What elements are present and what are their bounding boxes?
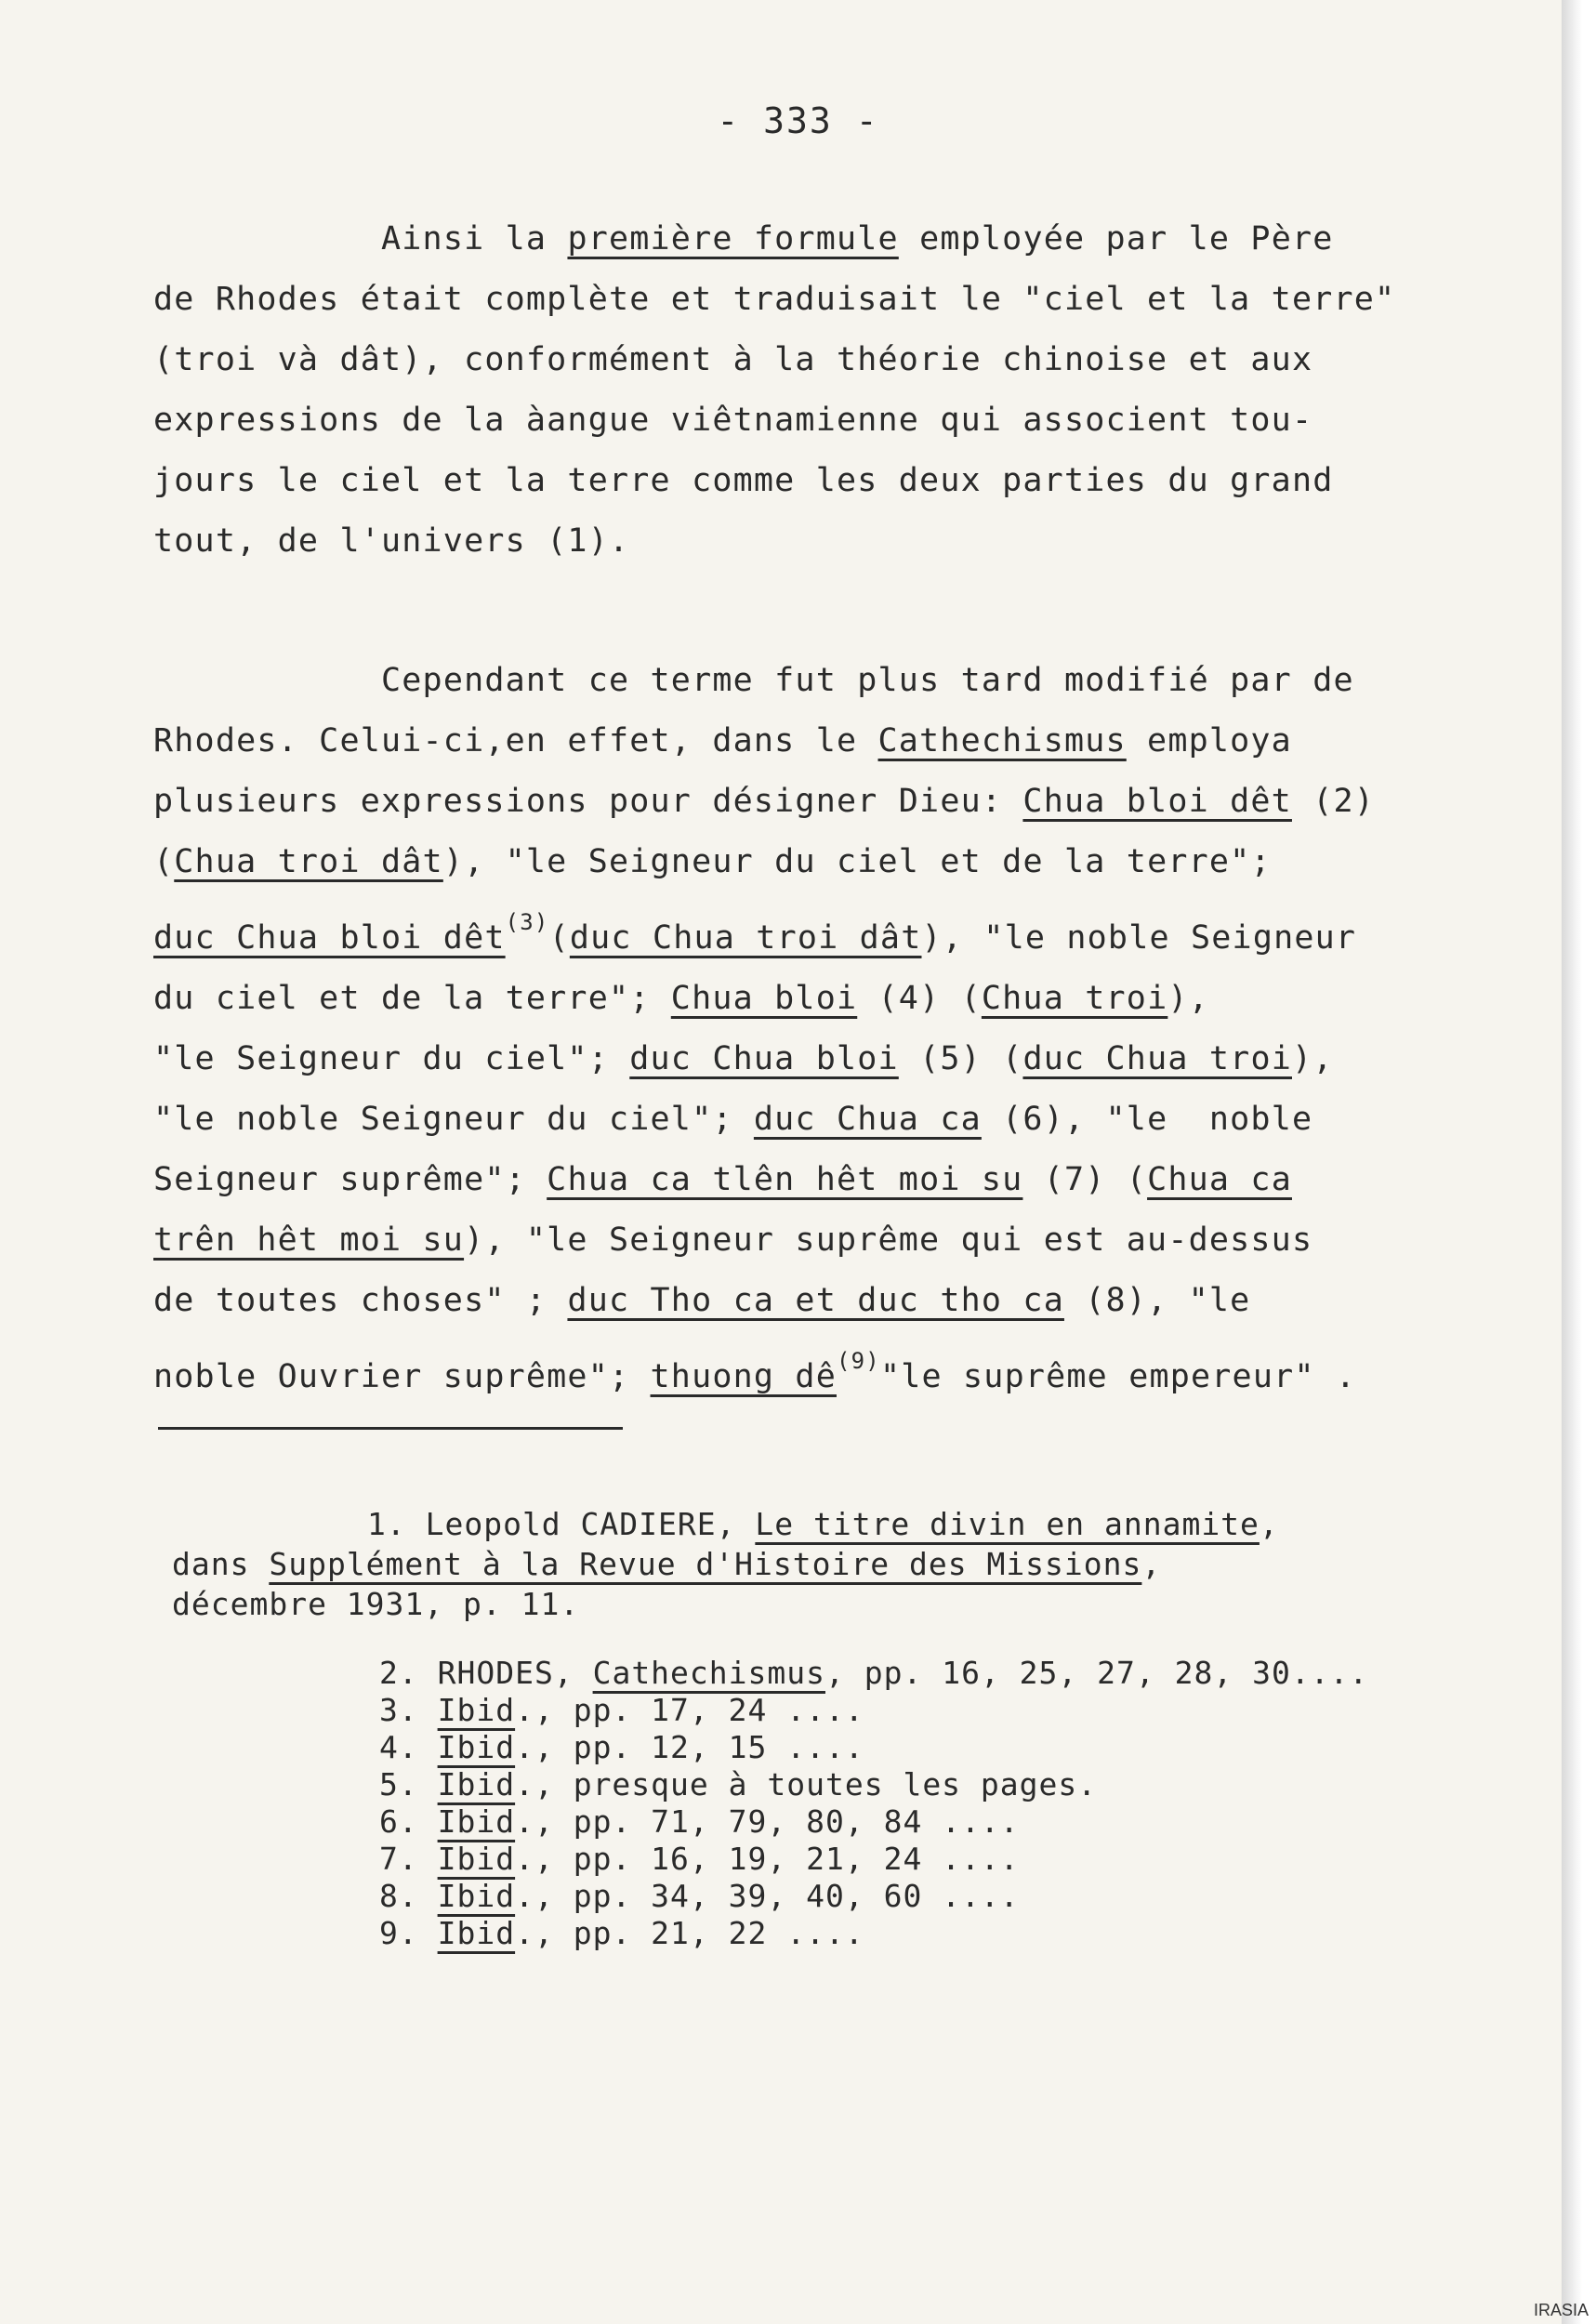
underlined-term: Chua ca <box>1147 1161 1292 1198</box>
underlined-term: Ibid <box>437 1803 516 1840</box>
text: Rhodes. Celui-ci,en effet, dans le <box>153 722 878 759</box>
underlined-term: duc Chua bloi <box>629 1040 899 1077</box>
para2-line-8 <box>153 1089 1492 1150</box>
footnote-separator <box>158 1427 623 1430</box>
footnote-ref: (9) <box>836 1348 880 1374</box>
paragraph-1 <box>153 209 1492 572</box>
underlined-term: trên hêt moi su <box>153 1221 465 1259</box>
text: ( <box>548 919 570 957</box>
underlined-term: Ibid <box>437 1878 516 1914</box>
text: ), <box>1292 1040 1334 1077</box>
underlined-term: Supplément à la Revue d'Histoire des Missions <box>269 1546 1142 1582</box>
footnote-list <box>379 1655 1569 1952</box>
text: (4) ( <box>857 980 982 1017</box>
text: du ciel et de la terre"; <box>153 980 671 1017</box>
footnote-1 <box>172 1504 1566 1624</box>
footnote-item <box>379 1841 1569 1878</box>
para2-line-4 <box>153 832 1492 892</box>
text: employée par le Père <box>898 220 1334 257</box>
footnote-number: 2. <box>379 1655 438 1691</box>
text: 1. Leopold CADIERE, <box>367 1506 756 1542</box>
para2-line-3 <box>153 772 1492 832</box>
footnote-number: 9. <box>379 1915 438 1951</box>
footnote-1-line-2 <box>172 1544 1566 1584</box>
footnote-1-line-3: décembre 1931, p. 11. <box>172 1586 580 1622</box>
para2-line-1: Cependant ce terme fut plus tard modifié par de <box>381 662 1354 699</box>
text: ., presque à toutes les pages. <box>515 1766 1098 1802</box>
underlined-term: duc Chua ca <box>753 1101 982 1138</box>
underlined-term: Le titre divin en annamite <box>755 1506 1260 1542</box>
text: (6), "le noble <box>981 1101 1313 1138</box>
text: ( <box>153 843 175 880</box>
text: "le noble Seigneur du ciel"; <box>153 1101 754 1138</box>
underlined-term: duc Chua bloi dêt <box>153 919 506 957</box>
footnote-number: 5. <box>379 1766 438 1802</box>
para1-line-1 <box>153 209 1492 270</box>
text: "le suprême empereur" . <box>879 1358 1357 1395</box>
text: Ainsi la <box>381 220 568 257</box>
footnote-number: 4. <box>379 1729 438 1765</box>
text: , <box>553 1655 593 1691</box>
para2-line-6 <box>153 969 1492 1029</box>
text: ., pp. 17, 24 .... <box>515 1692 864 1728</box>
para1-line-3: (troi và dât), conformément à la théorie chinoise et aux <box>153 341 1313 378</box>
text: ., pp. 21, 22 .... <box>515 1915 864 1951</box>
page-number: - 333 - <box>717 100 879 141</box>
para1-line-5: jours le ciel et la terre comme les deux parties du grand <box>153 462 1334 499</box>
footnote-ref: (2) <box>1291 783 1376 820</box>
footnote-number: 7. <box>379 1841 438 1877</box>
underlined-term: Chua ca tlên hêt moi su <box>547 1161 1023 1198</box>
para1-line-6: tout, de l'univers (1). <box>153 522 630 560</box>
text: Seigneur suprême"; <box>153 1161 547 1198</box>
text: ), "le Seigneur du ciel et de la terre"; <box>442 843 1272 880</box>
underlined-term: thuong dê <box>650 1358 837 1395</box>
text: ), "le noble Seigneur <box>921 919 1357 957</box>
text: ), <box>1167 980 1209 1017</box>
text: ., pp. 12, 15 .... <box>515 1729 864 1765</box>
para2-line-10 <box>153 1210 1492 1271</box>
para1-line-2: de Rhodes était complète et traduisait le "ciel et la terre" <box>153 281 1396 318</box>
para1-line-4: expressions de la àangue viêtnamienne qui associent tou- <box>153 402 1313 439</box>
text: (7) ( <box>1022 1161 1148 1198</box>
underlined-term: duc Chua troi dât <box>569 919 922 957</box>
footnote-1-line-1 <box>172 1504 1566 1544</box>
para2-line-2 <box>153 711 1492 772</box>
underlined-term: Ibid <box>437 1692 516 1728</box>
underlined-term: Ibid <box>437 1915 516 1951</box>
text: employa <box>1126 722 1292 759</box>
para2-line-9 <box>153 1150 1492 1210</box>
footnote-item <box>379 1729 1569 1766</box>
text: , <box>1259 1506 1279 1542</box>
text: (5) ( <box>898 1040 1023 1077</box>
underlined-term: Chua bloi dêt <box>1022 783 1292 820</box>
watermark: IRASIA <box>1533 2301 1589 2319</box>
footnote-item <box>379 1803 1569 1841</box>
footnote-item <box>379 1878 1569 1915</box>
text: (8), "le <box>1063 1282 1251 1319</box>
page-edge <box>1562 0 1596 2324</box>
underlined-term: Ibid <box>437 1766 516 1802</box>
underlined-term: première formule <box>567 220 899 257</box>
underlined-term: duc Tho ca et duc tho ca <box>567 1282 1064 1319</box>
para2-line-7 <box>153 1029 1492 1089</box>
footnote-item <box>379 1915 1569 1952</box>
para2-line-11 <box>153 1271 1492 1331</box>
text: , <box>1141 1546 1162 1582</box>
footnote-number: 3. <box>379 1692 438 1728</box>
underlined-term: Ibid <box>437 1729 516 1765</box>
text: , pp. 16, 25, 27, 28, 30.... <box>825 1655 1369 1691</box>
author: RHODES <box>437 1655 554 1691</box>
text: dans <box>172 1546 270 1582</box>
footnote-number: 6. <box>379 1803 438 1840</box>
underlined-term: Chua troi <box>981 980 1168 1017</box>
text: ., pp. 16, 19, 21, 24 .... <box>515 1841 1020 1877</box>
footnote-item <box>379 1692 1569 1729</box>
underlined-term: Chua troi dât <box>174 843 443 880</box>
paragraph-2 <box>153 651 1492 1407</box>
underlined-term: Chua bloi <box>670 980 858 1017</box>
text: ), "le Seigneur suprême qui est au-dessus <box>464 1221 1313 1259</box>
footnote-ref: (3) <box>505 909 549 935</box>
text: ., pp. 71, 79, 80, 84 .... <box>515 1803 1020 1840</box>
footnote-item <box>379 1766 1569 1803</box>
footnote-item <box>379 1655 1569 1692</box>
para2-line-5 <box>153 892 1492 969</box>
underlined-term: Cathechismus <box>877 722 1127 759</box>
text: ., pp. 34, 39, 40, 60 .... <box>515 1878 1020 1914</box>
text: de toutes choses" ; <box>153 1282 568 1319</box>
para2-line-12 <box>153 1331 1492 1407</box>
underlined-term: Ibid <box>437 1841 516 1877</box>
text: plusieurs expressions pour désigner Dieu: <box>153 783 1023 820</box>
footnote-number: 8. <box>379 1878 438 1914</box>
underlined-term: Cathechismus <box>592 1655 825 1691</box>
text: "le Seigneur du ciel"; <box>153 1040 630 1077</box>
underlined-term: duc Chua troi <box>1022 1040 1292 1077</box>
text: noble Ouvrier suprême"; <box>153 1358 651 1395</box>
